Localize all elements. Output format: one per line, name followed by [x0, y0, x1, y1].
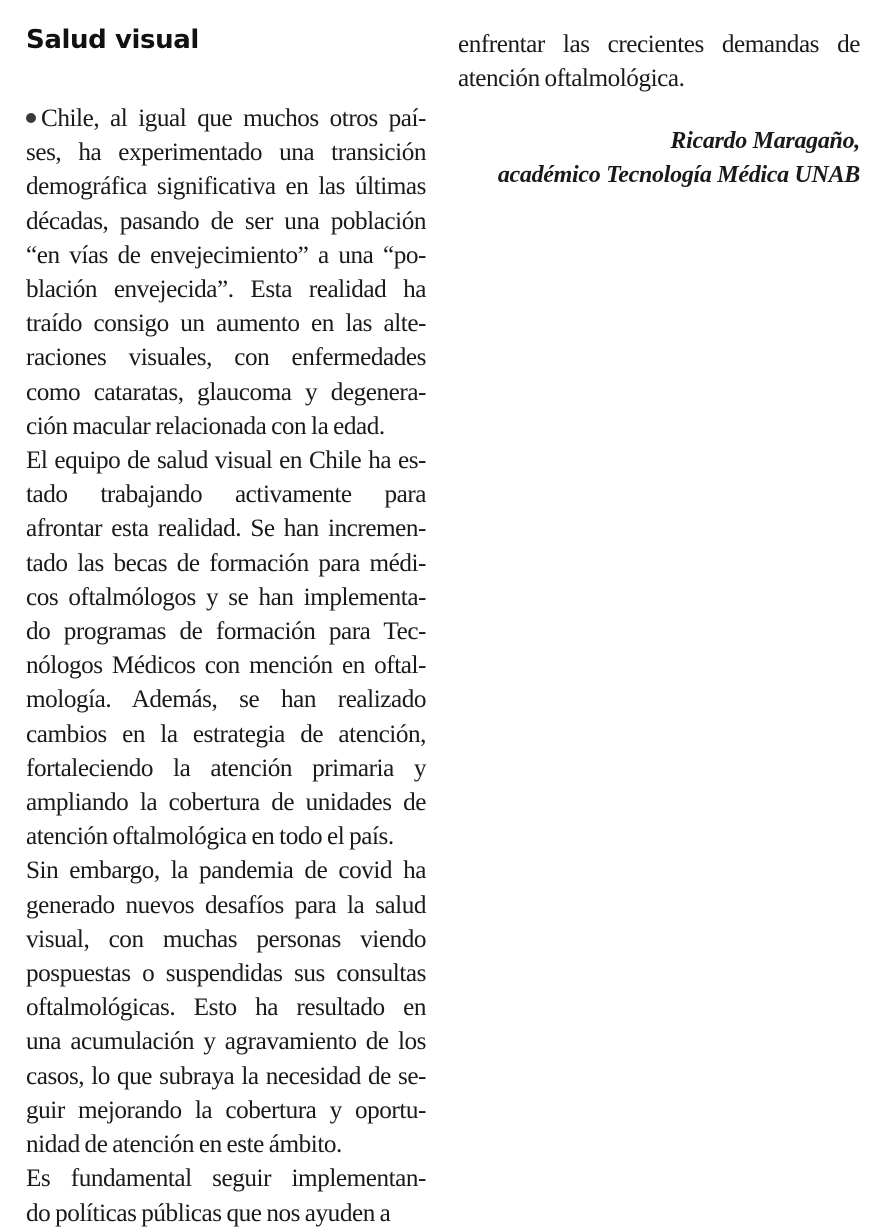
text-line: casos, lo que subraya la necesidad de se- — [26, 1062, 426, 1090]
text-line: afrontar esta realidad. Se han incremen- — [26, 515, 426, 543]
text-line: fortaleciendo la atención primaria y — [26, 754, 426, 782]
author-name: Ricardo Maragaño, — [670, 128, 860, 155]
bullet-icon — [26, 113, 36, 123]
text-line: nólogos Médicos con mención en oftal- — [26, 652, 426, 680]
text-line: El equipo de salud visual en Chile ha es- — [26, 447, 426, 475]
text-line: Sin embargo, la pandemia de covid ha — [26, 857, 426, 885]
text-line: ampliando la cobertura de unidades de — [26, 789, 426, 817]
text-line-content: Chile, al igual que muchos otros paí- — [41, 105, 426, 132]
text-line: oftalmológicas. Esto ha resultado en — [26, 994, 426, 1022]
text-line: generado nuevos desafíos para la salud — [26, 891, 426, 919]
right-column-body — [458, 28, 860, 96]
text-line: demográfica significativa en las últimas — [26, 173, 426, 201]
text-line: ción macular relacionada con la edad. — [26, 412, 385, 440]
author-signature — [458, 124, 860, 192]
left-column — [26, 22, 426, 1231]
text-line: tado las becas de formación para médi- — [26, 549, 426, 577]
text-line: atención oftalmológica en todo el país. — [26, 823, 394, 851]
text-line: raciones visuales, con enfermedades — [26, 344, 426, 372]
text-line: do políticas públicas que nos ayuden a — [26, 1199, 391, 1227]
text-line: una acumulación y agravamiento de los — [26, 1028, 426, 1056]
text-line: enfrentar las crecientes demandas de — [458, 31, 860, 58]
left-column-body — [26, 102, 426, 1231]
text-line: blación envejecida”. Esta realidad ha — [26, 276, 426, 304]
text-line: tado trabajando activamente para — [26, 481, 426, 509]
text-line: traído consigo un aumento en las alte- — [26, 310, 426, 338]
article-headline: Salud visual — [26, 25, 199, 55]
text-line: guir mejorando la cobertura y oportu- — [26, 1096, 426, 1124]
text-line: mología. Además, se han realizado — [26, 686, 426, 714]
text-line: Es fundamental seguir implementan- — [26, 1165, 426, 1193]
text-line: décadas, pasando de ser una población — [26, 207, 426, 235]
text-line: ses, ha experimentado una transición — [26, 139, 426, 167]
text-line: cos oftalmólogos y se han implementa- — [26, 583, 426, 611]
text-line: como cataratas, glaucoma y degenera- — [26, 378, 426, 406]
text-line: do programas de formación para Tec- — [26, 618, 426, 646]
text-line — [26, 102, 426, 136]
text-line: pospuestas o suspendidas sus consultas — [26, 960, 426, 988]
text-line: visual, con muchas personas viendo — [26, 925, 426, 953]
text-line: “en vías de envejecimiento” a una “po- — [26, 241, 426, 269]
right-column — [458, 28, 860, 192]
text-line: cambios en la estrategia de atención, — [26, 720, 426, 748]
author-title: académico Tecnología Médica UNAB — [497, 162, 860, 189]
text-line: nidad de atención en este ámbito. — [26, 1131, 342, 1159]
text-line: atención oftalmológica. — [458, 65, 685, 93]
